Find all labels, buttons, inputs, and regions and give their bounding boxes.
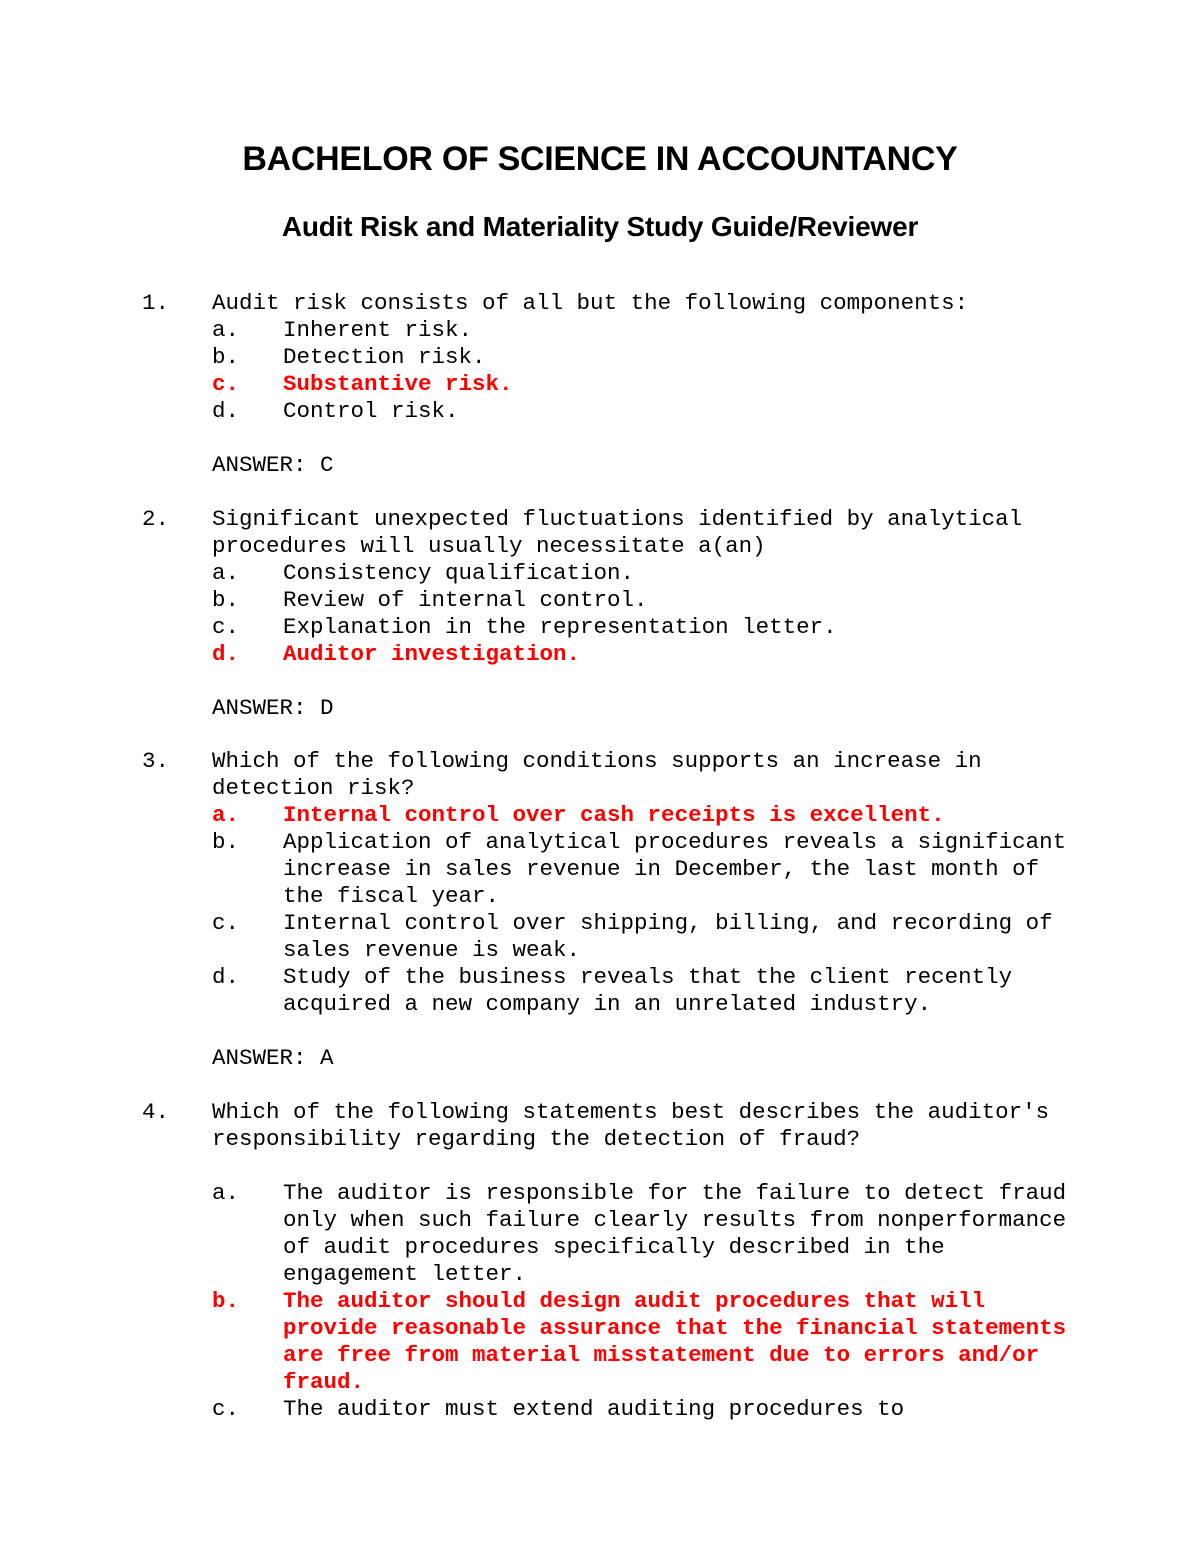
option-text: Inherent risk. — [283, 317, 473, 343]
question-number: 4. — [142, 1098, 170, 1125]
option-c — [0, 614, 1200, 641]
answer-line: ANSWER: C — [212, 452, 334, 478]
option-text: Explanation in the representation letter. — [283, 613, 837, 640]
option-a — [0, 1180, 1200, 1288]
option-label: d. — [212, 640, 240, 667]
option-a-correct — [0, 802, 1200, 829]
option-label: b. — [212, 586, 240, 613]
answer-line: ANSWER: D — [212, 694, 334, 721]
option-label: a. — [212, 1179, 240, 1206]
option-b — [0, 344, 1200, 371]
option-label: c. — [212, 910, 240, 936]
option-b-correct — [0, 1288, 1200, 1396]
option-a — [0, 560, 1200, 587]
option-label: a. — [212, 317, 240, 343]
question-text: Which of the following conditions supports an increase in detection risk? — [212, 748, 982, 801]
option-label: b. — [212, 344, 240, 370]
option-text: The auditor should design audit procedures that will provide reasonable assurance that the financial statements are free from material misstatement due to errors and/or fraud. — [283, 1287, 1067, 1395]
option-text: Internal control over cash receipts is excellent. — [283, 802, 945, 828]
question-stem — [0, 748, 1200, 802]
option-d — [0, 964, 1200, 1018]
option-label: d. — [212, 964, 240, 990]
option-text: Study of the business reveals that the client recently acquired a new company in an unrelated industry. — [283, 964, 1013, 1017]
option-text: Detection risk. — [283, 344, 486, 370]
option-c — [0, 1396, 1200, 1423]
page-title: BACHELOR OF SCIENCE IN ACCOUNTANCY — [242, 140, 958, 178]
spacer — [0, 1153, 1200, 1180]
option-text: Auditor investigation. — [283, 640, 581, 667]
option-text: Substantive risk. — [283, 371, 513, 397]
option-label: a. — [212, 559, 240, 586]
option-text: Consistency qualification. — [283, 559, 635, 586]
question-text: Significant unexpected fluctuations identified by analytical procedures will usually necessitate a(an) — [212, 505, 1023, 559]
question-stem — [0, 290, 1200, 317]
option-label: d. — [212, 398, 240, 424]
question-text: Which of the following statements best describes the auditor's responsibility regarding the detection of fraud? — [212, 1098, 1050, 1152]
question-number: 1. — [142, 290, 170, 316]
option-text: Review of internal control. — [283, 586, 648, 613]
question-2 — [0, 506, 1200, 722]
option-label: b. — [212, 829, 240, 855]
page-subtitle: Audit Risk and Materiality Study Guide/Reviewer — [281, 211, 919, 242]
option-text: Internal control over shipping, billing, and recording of sales revenue is weak. — [283, 910, 1053, 963]
question-4 — [0, 1099, 1200, 1423]
question-3 — [0, 748, 1200, 1072]
option-c-correct — [0, 371, 1200, 398]
option-label: a. — [212, 802, 240, 828]
option-label: c. — [212, 371, 240, 397]
option-text: Control risk. — [283, 398, 459, 424]
option-text: Application of analytical procedures reveals a significant increase in sales revenue in December, the last month of the fiscal year. — [283, 829, 1067, 909]
option-c — [0, 910, 1200, 964]
question-number: 3. — [142, 748, 170, 774]
option-label: b. — [212, 1287, 240, 1314]
question-stem — [0, 506, 1200, 560]
option-b — [0, 829, 1200, 910]
option-d-correct — [0, 641, 1200, 668]
option-a — [0, 317, 1200, 344]
question-text: Audit risk consists of all but the following components: — [212, 290, 969, 316]
question-number: 2. — [142, 505, 170, 532]
option-text: The auditor is responsible for the failure to detect fraud only when such failure clearly results from nonperformance of audit procedures specifically described in the engagement letter. — [283, 1179, 1067, 1287]
option-b — [0, 587, 1200, 614]
question-1 — [0, 290, 1200, 479]
option-d — [0, 398, 1200, 425]
option-label: c. — [212, 1395, 240, 1422]
answer-line: ANSWER: A — [212, 1045, 334, 1071]
question-stem — [0, 1099, 1200, 1153]
option-label: c. — [212, 613, 240, 640]
option-text: The auditor must extend auditing procedures to — [283, 1395, 905, 1422]
question-list — [0, 290, 1200, 1449]
